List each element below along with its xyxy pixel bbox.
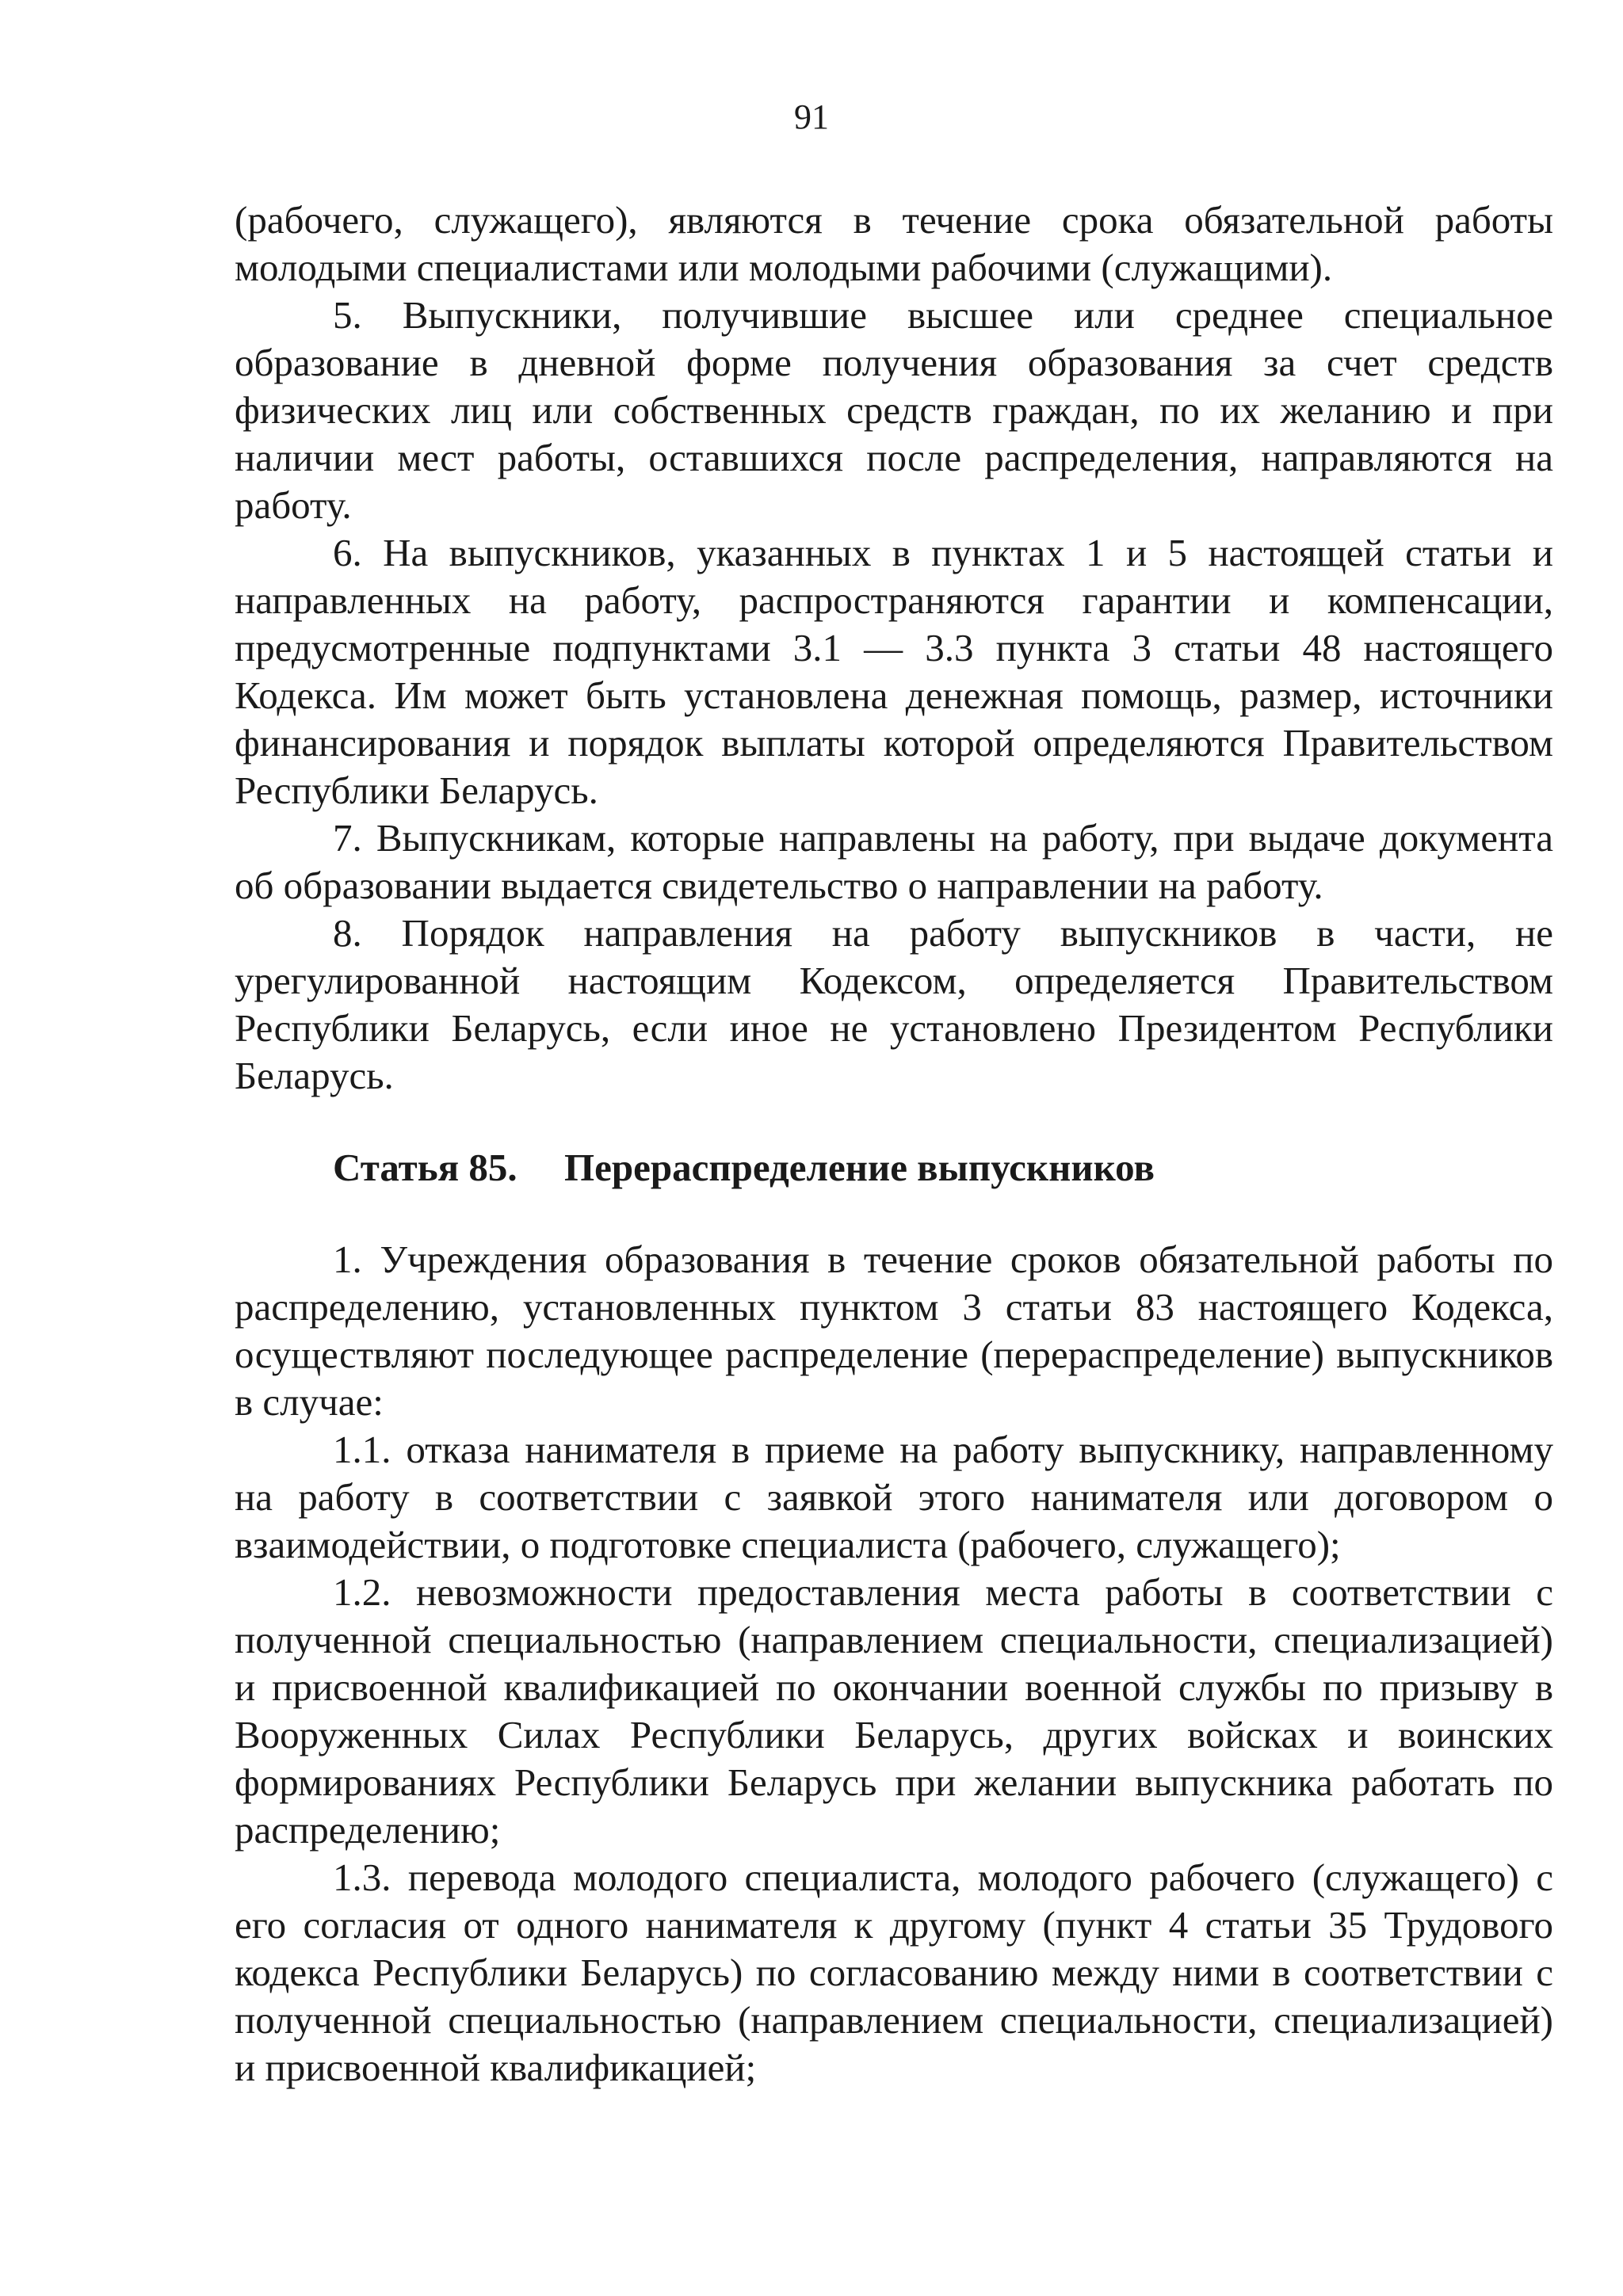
paragraph-art85-item-1: 1. Учреждения образования в течение сроков обязательной работы по распределению, установленных пунктом 3 статьи 83 настоящего Кодекса, осуществляют последующее распределение (перераспределение) выпускников в случае: bbox=[235, 1238, 1553, 1424]
paragraph-item-8: 8. Порядок направления на работу выпускников в части, не урегулированной настоящим Кодексом, определяется Правительством Республики Беларусь, если иное не установлено Президентом Республики Беларусь. bbox=[235, 911, 1553, 1097]
paragraph-art85-item-1-3: 1.3. перевода молодого специалиста, молодого рабочего (служащего) с его согласия от одного нанимателя к другому (пункт 4 статьи 35 Трудового кодекса Республики Беларусь) по согласованию между ними в соответствии с полученной специальностью (направлением специальности, специализацией) и присвоенной квалификацией; bbox=[235, 1855, 1553, 2089]
paragraph-art85-item-1-1: 1.1. отказа нанимателя в приеме на работу выпускнику, направленному на работу в соответствии с заявкой этого нанимателя или договором о взаимодействии, о подготовке специалиста (рабочего, служащего); bbox=[235, 1428, 1553, 1566]
paragraph-item-7: 7. Выпускникам, которые направлены на работу, при выдаче документа об образовании выдается свидетельство о направлении на работу. bbox=[235, 816, 1553, 907]
page-number: 91 bbox=[794, 97, 829, 136]
article-title: Перераспределение выпускников bbox=[564, 1146, 1155, 1189]
paragraph-item-6: 6. На выпускников, указанных в пунктах 1 и 5 настоящей статьи и направленных на работу, распространяются гарантии и компенсации, предусмотренные подпунктами 3.1 — 3.3 пункта 3 статьи 48 настоящего Кодекса. Им может быть установлена денежная помощь, размер, источники финансирования и порядок выплаты которой определяются Правительством Республики Беларусь. bbox=[235, 531, 1553, 812]
article-number: Статья 85. bbox=[333, 1146, 517, 1189]
paragraph-continuation: (рабочего, служащего), являются в течение срока обязательной работы молодыми специалистами или молодыми рабочими (служащими). bbox=[235, 198, 1553, 289]
document-body bbox=[235, 196, 1553, 2092]
article-heading bbox=[235, 1144, 1553, 1192]
paragraph-art85-item-1-2: 1.2. невозможности предоставления места работы в соответствии с полученной специальностью (направлением специальности, специализацией) и присвоенной квалификацией по окончании военной службы по призыву в Вооруженных Силах Республики Беларусь, других войсках и воинских формированиях Республики Беларусь при желании выпускника работать по распределению; bbox=[235, 1570, 1553, 1852]
paragraph-item-5: 5. Выпускники, получившие высшее или среднее специальное образование в дневной форме получения образования за счет средств физических лиц или собственных средств граждан, по их желанию и при наличии мест работы, оставшихся после распределения, направляются на работу. bbox=[235, 293, 1553, 527]
